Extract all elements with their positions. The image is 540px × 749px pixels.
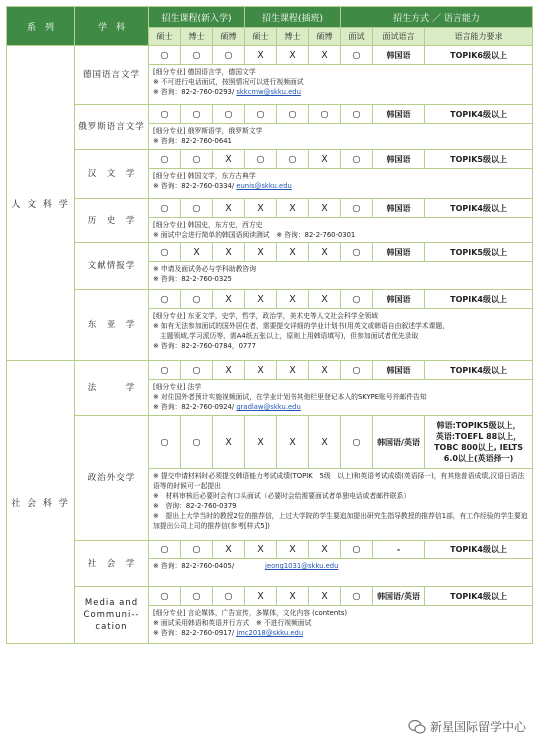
- availability-mark: X: [309, 290, 341, 309]
- table-row: [7, 46, 533, 65]
- admission-table: [6, 6, 533, 644]
- availability-mark: ○: [341, 541, 373, 559]
- header-method-group: 招生方式 ／ 语言能力: [341, 7, 533, 28]
- availability-mark: ○: [149, 541, 181, 559]
- category-social: 社 会 科 学: [7, 361, 75, 644]
- availability-mark: ○: [149, 416, 181, 469]
- contact-line: [153, 341, 528, 351]
- watermark: [408, 718, 526, 735]
- requirement-line: 6.0以上(英语择一): [425, 453, 532, 464]
- contact-line: [153, 628, 528, 638]
- language-requirement: [425, 105, 533, 124]
- language-requirement: [425, 46, 533, 65]
- note-line: [细分专业] 言论媒体，广告宣传，多媒体，文化内容 (contents): [153, 608, 528, 618]
- availability-mark: X: [309, 150, 341, 169]
- category-humanities: 人 文 科 学: [7, 46, 75, 361]
- subject-name: 社 会 学: [75, 541, 149, 587]
- contact-line: [153, 181, 528, 191]
- interview-language: 韩国语: [373, 361, 425, 380]
- availability-mark: ○: [341, 46, 373, 65]
- availability-mark: X: [309, 541, 341, 559]
- subject-name: 文献情报学: [75, 243, 149, 290]
- table-row: [7, 290, 533, 309]
- availability-mark: X: [309, 587, 341, 606]
- interview-language: 韩国语: [373, 105, 425, 124]
- note-line: ※ 材料审核后必要时会有口头面试（必要时会给需要面试者单独电话或者邮件联系）: [153, 491, 528, 501]
- contact-text: ※ 咨询：82-2-760-0641: [153, 137, 232, 145]
- availability-mark: ○: [277, 105, 309, 124]
- table-row: [7, 199, 533, 218]
- note-line: ※ 咨询：82-2-760-0405/: [153, 561, 528, 571]
- email-link[interactable]: jmc2018@skku.edu: [236, 629, 303, 637]
- header-transfer-combined: 硕博: [309, 28, 341, 46]
- notes-cell: [149, 124, 533, 150]
- contact-text: ※ 咨询：82-2-760-0924/: [153, 403, 236, 411]
- table-row: [7, 150, 533, 169]
- subject-name: Media and Communi--cation: [75, 587, 149, 644]
- note-line: ※ 咨询：82-2-760-0379: [153, 501, 528, 511]
- notes-cell: [149, 309, 533, 361]
- interview-language: 韩国语: [373, 199, 425, 218]
- availability-mark: X: [277, 290, 309, 309]
- requirement-line: TOPIK4级以上: [425, 294, 532, 305]
- availability-mark: X: [213, 150, 245, 169]
- interview-language: 韩国语: [373, 243, 425, 262]
- requirement-line: TOPIK4级以上: [425, 109, 532, 120]
- table-row: [7, 541, 533, 559]
- header-lang-req: 语言能力要求: [425, 28, 533, 46]
- table-row: [7, 361, 533, 380]
- contact-line: [153, 274, 528, 284]
- requirement-line: TOPIK6级以上: [425, 50, 532, 61]
- header-doctor: 博士: [181, 28, 213, 46]
- notes-cell: ※ 咨询：82-2-760-0405/ jeong1031@skku.edu: [149, 559, 533, 587]
- language-requirement: [425, 416, 533, 469]
- availability-mark: ○: [181, 199, 213, 218]
- language-requirement: [425, 587, 533, 606]
- notes-cell: [149, 65, 533, 105]
- availability-mark: ○: [341, 150, 373, 169]
- availability-mark: ○: [341, 587, 373, 606]
- availability-mark: ○: [213, 46, 245, 65]
- header-dept: 系 列: [7, 7, 75, 46]
- note-line: [细分专业] 德国语言学，德国文学: [153, 67, 528, 77]
- subject-name: 汉 文 学: [75, 150, 149, 199]
- notes-cell: [149, 262, 533, 290]
- table-row: [7, 105, 533, 124]
- availability-mark: ○: [149, 46, 181, 65]
- note-line: [细分专业] 东亚文学，史学，哲学，政治学，美术史等人文社会科学全领域: [153, 311, 528, 321]
- availability-mark: X: [277, 587, 309, 606]
- note-line: [细分专业] 俄罗斯语学，俄罗斯文学: [153, 126, 528, 136]
- contact-text: ※ 咨询：82-2-760-0325: [153, 275, 232, 283]
- notes-cell: [149, 606, 533, 644]
- availability-mark: X: [245, 243, 277, 262]
- language-requirement: [425, 150, 533, 169]
- note-line: ※ 申请及面试务必与学科助教咨询: [153, 264, 528, 274]
- interview-language: 韩国语: [373, 46, 425, 65]
- email-link[interactable]: skkcmw@skku.edu: [236, 88, 301, 96]
- note-line: [细分专业] 韩国史，东方史，西方史: [153, 220, 528, 230]
- availability-mark: ○: [245, 150, 277, 169]
- availability-mark: X: [277, 541, 309, 559]
- subject-name: 东 亚 学: [75, 290, 149, 361]
- contact-line: [153, 136, 528, 146]
- availability-mark: X: [213, 416, 245, 469]
- availability-mark: ○: [245, 105, 277, 124]
- availability-mark: ○: [181, 541, 213, 559]
- notes-cell: [149, 380, 533, 416]
- note-line: ※ 面试中会进行简单的韩国语阅读测试 ※ 咨询：82-2-760-0301: [153, 230, 528, 240]
- language-requirement: [425, 290, 533, 309]
- availability-mark: ○: [181, 46, 213, 65]
- email-link[interactable]: eunis@skku.edu: [236, 182, 292, 190]
- contact-text: ※ 咨询：82-2-760-0784，0777: [153, 342, 256, 350]
- note-line: [细分专业] 法学: [153, 382, 528, 392]
- availability-mark: X: [277, 416, 309, 469]
- availability-mark: X: [245, 416, 277, 469]
- table-row: [7, 587, 533, 606]
- note-line: 主题领域,学习派历等，需A4纸五张以上，原则上用韩语填写)，但参加面试者优先录取: [153, 331, 528, 341]
- notes-cell: [149, 469, 533, 541]
- availability-mark: ○: [181, 361, 213, 380]
- note-line: ※ 面试采用韩语和英语并行方式 ※ 不进行视频面试: [153, 618, 528, 628]
- availability-mark: ○: [341, 361, 373, 380]
- availability-mark: X: [245, 199, 277, 218]
- availability-mark: ○: [213, 105, 245, 124]
- availability-mark: ○: [341, 416, 373, 469]
- availability-mark: X: [309, 199, 341, 218]
- email-link[interactable]: gradlaw@skku.edu: [236, 403, 300, 411]
- contact-line: [153, 402, 528, 412]
- availability-mark: X: [181, 243, 213, 262]
- availability-mark: X: [245, 46, 277, 65]
- requirement-line: TOPIK4级以上: [425, 203, 532, 214]
- availability-mark: ○: [149, 290, 181, 309]
- availability-mark: X: [245, 587, 277, 606]
- availability-mark: ○: [181, 416, 213, 469]
- table-row: [7, 243, 533, 262]
- availability-mark: ○: [277, 150, 309, 169]
- subject-name: 政治外交学: [75, 416, 149, 541]
- note-line: ※ 提出上大学当时的教授2位的推荐信，上过大学院的学生要追加提出研究生指导教授的推荐信1部，有工作经验的学生要追加提出公司上司的推荐信(参考[样式5]): [153, 511, 528, 531]
- availability-mark: X: [213, 199, 245, 218]
- availability-mark: ○: [341, 199, 373, 218]
- language-requirement: [425, 199, 533, 218]
- chat-bubble-icon: [408, 719, 426, 735]
- requirement-line: TOPIK5级以上: [425, 247, 532, 258]
- availability-mark: X: [309, 46, 341, 65]
- header-regular-group: 招生课程(新入学): [149, 7, 245, 28]
- interview-language: -: [373, 541, 425, 559]
- requirement-line: 英语:TOEFL 88以上，: [425, 431, 532, 442]
- notes-cell: [149, 218, 533, 243]
- note-line: ※ 对住国外者预计实施视频面试，在学业计划书其他栏里登记本人的SKYPE账号并邮件告知: [153, 392, 528, 402]
- availability-mark: ○: [309, 105, 341, 124]
- language-requirement: [425, 243, 533, 262]
- header-interview: 面试: [341, 28, 373, 46]
- availability-mark: ○: [341, 105, 373, 124]
- availability-mark: ○: [181, 105, 213, 124]
- availability-mark: ○: [149, 243, 181, 262]
- contact-text: ※ 咨询：82-2-760-0293/: [153, 88, 236, 96]
- requirement-line: 韩语:TOPIK5级以上，: [425, 420, 532, 431]
- availability-mark: X: [309, 361, 341, 380]
- availability-mark: ○: [181, 150, 213, 169]
- availability-mark: X: [277, 199, 309, 218]
- availability-mark: ○: [213, 587, 245, 606]
- availability-mark: ○: [149, 150, 181, 169]
- language-requirement: [425, 361, 533, 380]
- availability-mark: X: [309, 243, 341, 262]
- availability-mark: ○: [341, 290, 373, 309]
- requirement-line: TOPIK4级以上: [425, 591, 532, 602]
- availability-mark: X: [277, 46, 309, 65]
- interview-language: 韩国语: [373, 290, 425, 309]
- availability-mark: ○: [341, 243, 373, 262]
- availability-mark: X: [309, 416, 341, 469]
- requirement-line: TOPIK4级以上: [425, 544, 532, 555]
- availability-mark: ○: [149, 587, 181, 606]
- subject-name: 德国语言文学: [75, 46, 149, 105]
- availability-mark: ○: [181, 290, 213, 309]
- availability-mark: X: [277, 361, 309, 380]
- header-transfer-master: 硕士: [245, 28, 277, 46]
- availability-mark: X: [213, 361, 245, 380]
- contact-text: ※ 咨询：82-2-760-0334/: [153, 182, 236, 190]
- language-requirement: [425, 541, 533, 559]
- note-line: ※ 不可进行电话面试，按照情况可以进行视频面试: [153, 77, 528, 87]
- requirement-line: TOPIK5级以上: [425, 154, 532, 165]
- table-row: [7, 416, 533, 469]
- availability-mark: X: [277, 243, 309, 262]
- subject-name: 法 学: [75, 361, 149, 416]
- availability-mark: X: [245, 361, 277, 380]
- availability-mark: ○: [149, 199, 181, 218]
- interview-language: 韩国语/英语: [373, 416, 425, 469]
- header-transfer-doctor: 博士: [277, 28, 309, 46]
- subject-name: 俄罗斯语言文学: [75, 105, 149, 150]
- note-line: ※ 提交申请材料时必须提交韩语能力考试成绩(TOPIK 5级 以上)和英语考试成绩(英语择一)，有其他普语成绩,汉语日语法语等的时候可一起提出: [153, 471, 528, 491]
- interview-language: 韩国语/英语: [373, 587, 425, 606]
- availability-mark: X: [213, 541, 245, 559]
- header-combined: 硕博: [213, 28, 245, 46]
- availability-mark: X: [245, 541, 277, 559]
- note-line: ※ 如有无法参加面试的国外居住者，需要提交详细的学业计划书(用英文或韩语自由叙述学术课题，: [153, 321, 528, 331]
- availability-mark: X: [245, 290, 277, 309]
- watermark-text: 新星国际留学中心: [430, 718, 526, 735]
- availability-mark: ○: [149, 105, 181, 124]
- requirement-line: TOBC 800以上, IELTS: [425, 442, 532, 453]
- contact-text: ※ 咨询：82-2-760-0917/: [153, 629, 236, 637]
- header-interview-lang: 面试语言: [373, 28, 425, 46]
- contact-line: [153, 87, 528, 97]
- availability-mark: X: [213, 290, 245, 309]
- notes-cell: [149, 169, 533, 199]
- note-line: [细分专业] 韩国文学，东方古典学: [153, 171, 528, 181]
- interview-language: 韩国语: [373, 150, 425, 169]
- header-transfer-group: 招生课程(插班): [245, 7, 341, 28]
- subject-name: 历 史 学: [75, 199, 149, 243]
- availability-mark: ○: [149, 361, 181, 380]
- header-subject: 学 科: [75, 7, 149, 46]
- availability-mark: X: [213, 243, 245, 262]
- availability-mark: ○: [181, 587, 213, 606]
- header-master: 硕士: [149, 28, 181, 46]
- requirement-line: TOPIK4级以上: [425, 365, 532, 376]
